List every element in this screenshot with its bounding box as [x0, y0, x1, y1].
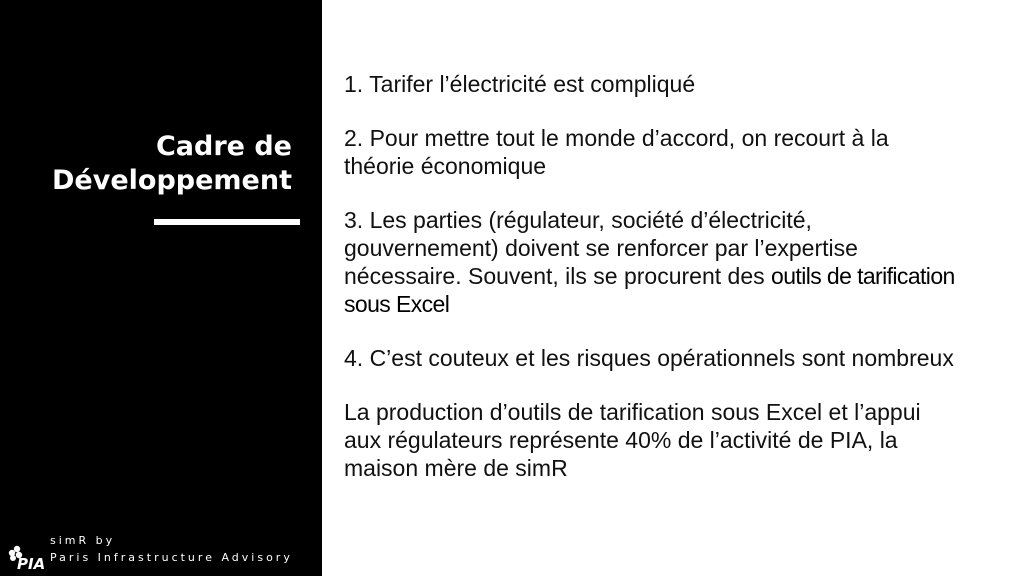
- footer-line1: simR by: [50, 534, 116, 547]
- title-underline: [154, 219, 300, 225]
- conclusion-text: La production d’outils de tarification sous Excel et l’appui aux régulateurs représente 40% de l’activité de PIA, la maison mère de simR: [344, 399, 921, 481]
- point-2: 2. Pour mettre tout le monde d’accord, on recourt à la théorie économique: [344, 125, 889, 179]
- content-area: [344, 70, 964, 508]
- footer-branding: [6, 534, 316, 570]
- section-title-line1: Cadre de: [155, 131, 292, 162]
- point-3-text: 3. Les parties (régulateur, société d’électricité, gouvernement) doivent se renforcer par l’expertise nécessaire. Souvent, ils se procurent des: [344, 207, 858, 289]
- point-4: 4. C’est couteux et les risques opérationnels sont nombreux: [344, 345, 954, 371]
- section-title-line2: Développement: [52, 165, 292, 196]
- logo-text: PIA: [17, 555, 46, 570]
- footer-line2: Paris Infrastructure Advisory: [50, 551, 293, 564]
- section-title: [2, 130, 292, 198]
- pia-logo-icon: [6, 544, 48, 570]
- left-panel: [0, 0, 322, 576]
- point-3: [344, 206, 964, 318]
- point-1: 1. Tarifer l’électricité est compliqué: [344, 71, 696, 97]
- point-3-highlight: outils de tarification sous Excel: [344, 263, 955, 317]
